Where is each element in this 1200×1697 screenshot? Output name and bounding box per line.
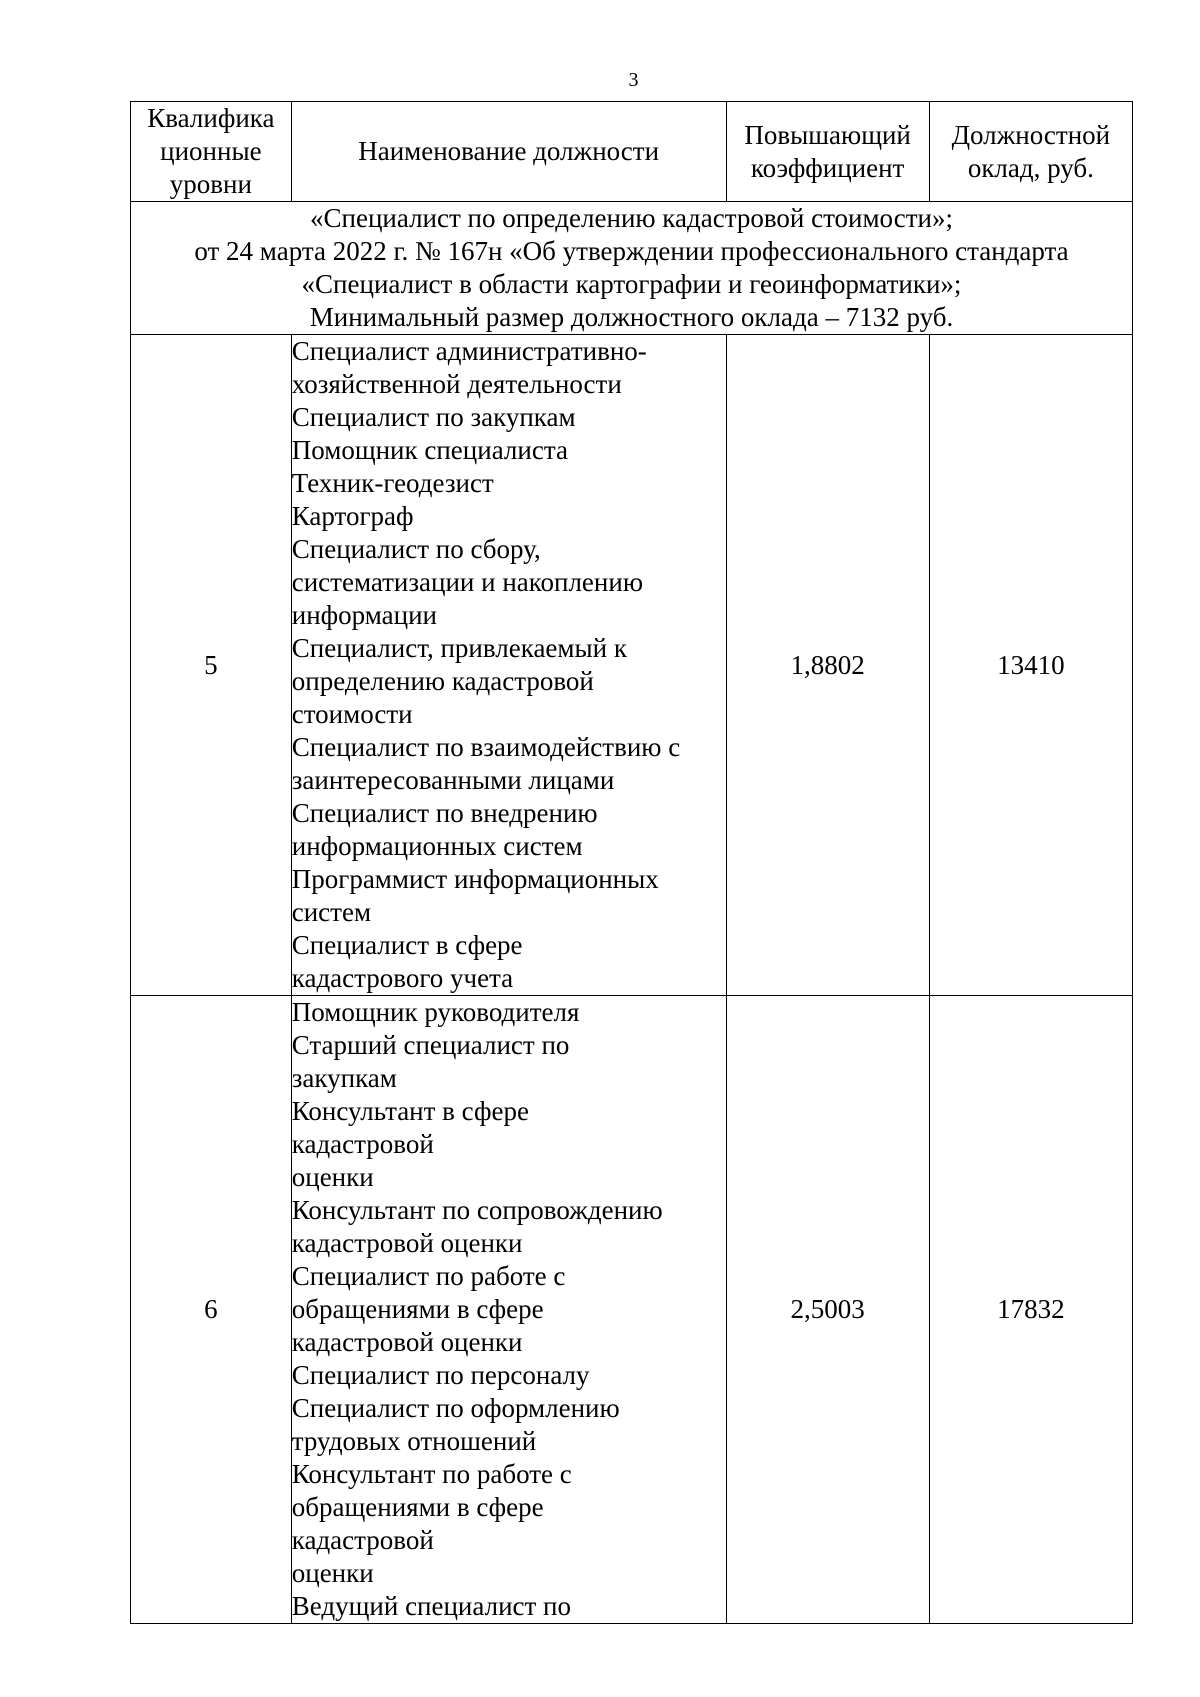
table-header-row [131,102,1133,202]
position-name: трудовых отношений [291,1426,537,1456]
position-name: Специалист по работе с [291,1261,566,1291]
position-name: кадастровой [291,1129,434,1159]
position-name: кадастровой [291,1525,434,1555]
position-name: хозяйственной деятельности [291,369,622,399]
note-line: Минимальный размер должностного оклада – 7132 руб. [309,302,954,332]
position-name: Специалист по оформлению [291,1393,620,1423]
position-name: Специалист по закупкам [291,402,576,432]
position-name: Старший специалист по [291,1030,570,1060]
position-name: информации [291,600,437,630]
position-name: Специалист по сбору, [291,534,541,564]
level-cell: 6 [131,996,292,1624]
header-coefficient-cell [726,102,929,202]
position-name: Помощник специалиста [291,435,568,465]
position-name: Ведущий специалист по [291,1591,572,1621]
position-name: Специалист, привлекаемый к [291,633,627,663]
header-salary-line: Должностной [951,119,1111,150]
position-names-cell [291,996,726,1624]
salary-cell: 13410 [929,335,1132,996]
position-name: Специалист по персоналу [291,1360,590,1390]
position-name: Картограф [291,501,414,531]
position-name: кадастрового учета [291,963,514,993]
header-level-cell [131,102,292,202]
table-row [131,335,1133,996]
position-name: Техник-геодезист [291,468,494,498]
position-name: информационных систем [291,831,583,861]
header-name-line: Наименование должности [358,136,660,166]
position-name: заинтересованными лицами [291,765,615,795]
header-salary-cell [929,102,1132,202]
position-name: Специалист в сфере [291,930,523,960]
position-name: Специалист по взаимодействию с [291,732,681,762]
position-name: Консультант в сфере [291,1096,529,1126]
header-coefficient-line: коэффициент [750,152,905,183]
position-name: обращениями в сфере [291,1492,544,1522]
position-name: закупкам [291,1063,397,1093]
position-name: Помощник руководителя [291,997,580,1027]
position-name: кадастровой оценки [291,1228,523,1258]
note-cell [131,202,1133,335]
note-line: от 24 марта 2022 г. № 167н «Об утверждении профессионального стандарта [194,236,1069,266]
position-name: оценки [291,1162,374,1192]
position-name: определению кадастровой [291,666,594,696]
note-line: «Специалист в области картографии и геоинформатики»; [301,269,962,299]
position-name: кадастровой оценки [291,1327,523,1357]
header-level-line: Квалифика [147,103,275,133]
table-note-row [131,202,1133,335]
page-number: 3 [628,69,639,91]
coefficient-cell: 1,8802 [726,335,929,996]
position-names-cell [291,335,726,996]
header-salary-line: оклад, руб. [967,152,1094,183]
position-name: оценки [291,1558,374,1588]
position-name: обращениями в сфере [291,1294,544,1324]
position-name: систематизации и накоплению [291,567,643,597]
position-name: стоимости [291,699,413,729]
header-coefficient-line: Повышающий [744,119,911,150]
coefficient-cell: 2,5003 [726,996,929,1624]
note-line: «Специалист по определению кадастровой стоимости»; [310,203,953,233]
position-name: Специалист по внедрению [291,798,598,828]
table-row [131,996,1133,1624]
header-level-line: ционные [160,136,262,166]
salary-table [130,101,1133,1624]
header-name-cell [291,102,726,202]
position-name: Консультант по сопровождению [291,1195,663,1225]
position-name: систем [291,897,372,927]
position-name: Консультант по работе с [291,1459,572,1489]
position-name: Специалист административно- [291,336,647,366]
header-level-line: уровни [169,169,252,199]
salary-cell: 17832 [929,996,1132,1624]
position-name: Программист информационных [291,864,659,894]
level-cell: 5 [131,335,292,996]
